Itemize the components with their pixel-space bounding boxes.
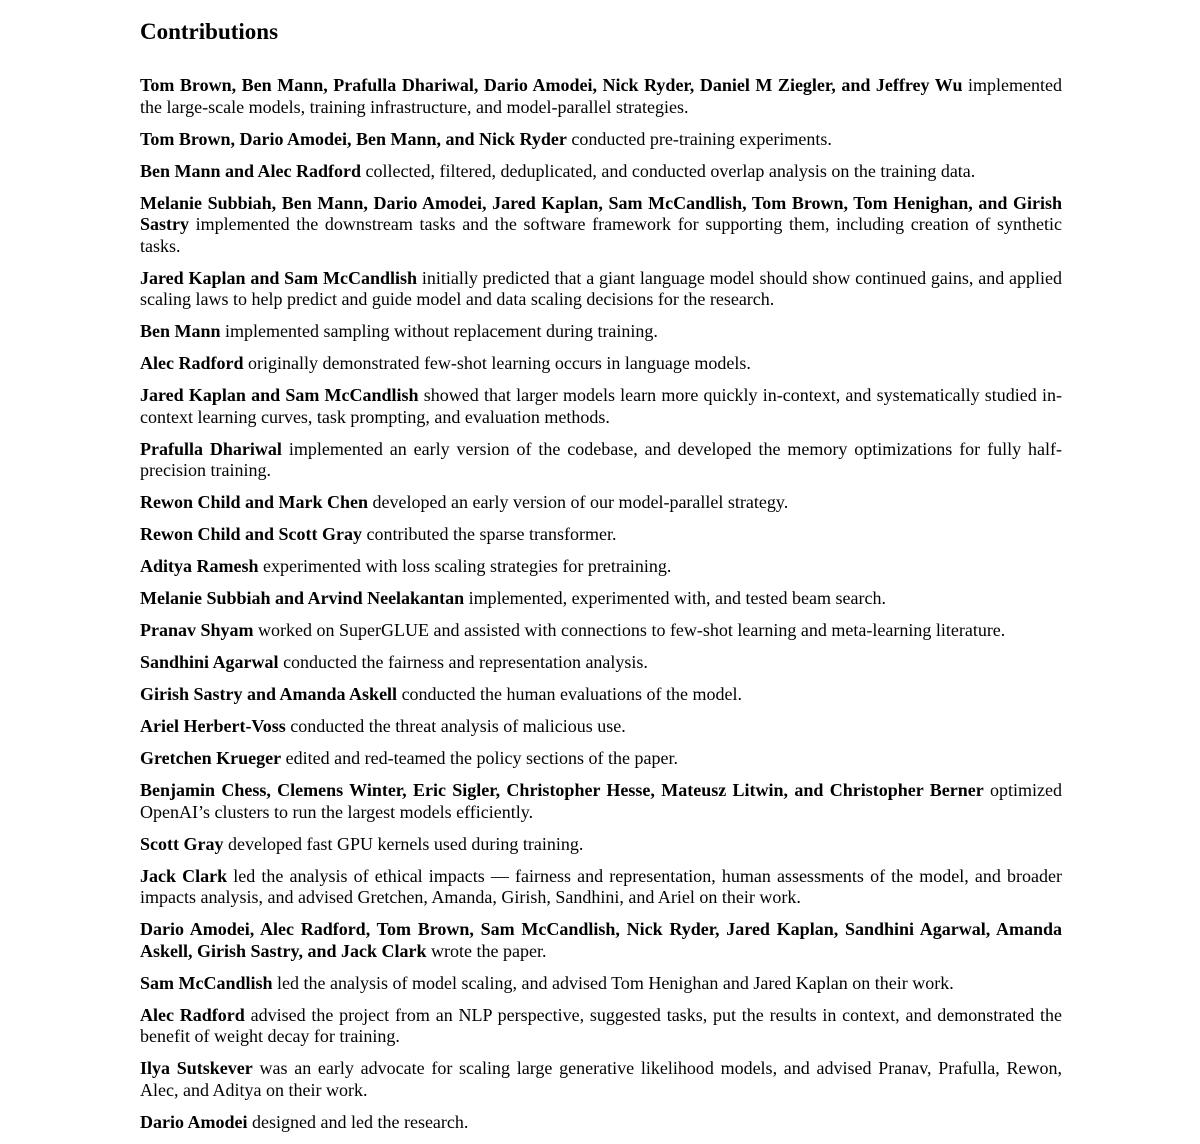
contribution-description: implemented sampling without replacement during training. [225,321,658,341]
contributor-names: Sam McCandlish [140,972,273,993]
contribution-entry [140,1112,1062,1134]
contribution-entry [140,684,1062,706]
contribution-entry [140,973,1062,995]
contributor-names: Jared Kaplan and Sam McCandlish [140,267,418,288]
contribution-entry [140,748,1062,770]
contributor-names: Prafulla Dhariwal [140,438,282,459]
contribution-entry [140,385,1062,428]
contribution-entry [140,439,1062,482]
contribution-description: conducted the fairness and representation analysis. [283,652,648,672]
contribution-entry [140,75,1062,118]
contribution-description: experimented with loss scaling strategies for pretraining. [263,556,672,576]
contribution-description: designed and led the research. [252,1111,469,1132]
contribution-description: conducted the threat analysis of malicious use. [290,716,626,736]
contribution-description: led the analysis of model scaling, and advised Tom Henighan and Jared Kaplan on their work. [277,972,954,993]
section-title: Contributions [140,19,279,44]
contributor-names: Rewon Child and Scott Gray [140,524,363,544]
contributor-names: Alec Radford [140,1004,245,1025]
contribution-description: contributed the sparse transformer. [366,524,617,544]
contribution-description: was an early advocate for scaling large generative likelihood models, and advised Pranav, Prafulla, Rewon, Alec, and Aditya on their work. [140,1058,1062,1100]
contributor-names: Aditya Ramesh [140,556,259,576]
contribution-entry [140,321,1062,343]
contributor-names: Ben Mann and Alec Radford [140,160,362,181]
contribution-description: implemented an early version of the codebase, and developed the memory optimizations for fully half-precision training. [140,438,1062,480]
contribution-entry [140,556,1062,578]
contribution-description: led the analysis of ethical impacts — fairness and representation, human assessments of the model, and broader impacts analysis, and advised Gretchen, Amanda, Girish, Sandhini, and Ariel on their work. [140,865,1062,907]
contributor-names: Benjamin Chess, Clemens Winter, Eric Sigler, Christopher Hesse, Mateusz Litwin, and Christopher Berner [140,780,984,800]
contribution-entry [140,161,1062,183]
contributor-names: Scott Gray [140,833,224,854]
contributor-names: Tom Brown, Dario Amodei, Ben Mann, and Nick Ryder [140,128,567,149]
contribution-description: implemented, experimented with, and tested beam search. [468,588,886,608]
contribution-entry [140,353,1062,375]
contribution-entry [140,268,1062,311]
contribution-entry [140,193,1062,258]
contribution-description: advised the project from an NLP perspective, suggested tasks, put the results in context, and demonstrated the benefit of weight decay for training. [140,1004,1063,1046]
contribution-description: edited and red-teamed the policy sections of the paper. [285,748,678,768]
contributor-names: Rewon Child and Mark Chen [140,492,369,512]
contributor-names: Pranav Shyam [140,620,254,640]
contribution-description: optimized OpenAI’s clusters to run the largest models efficiently. [140,780,1062,822]
contribution-description: originally demonstrated few-shot learning occurs in language models. [247,353,751,373]
contributor-names: Ariel Herbert-Voss [140,716,286,736]
contribution-description: initially predicted that a giant language model should show continued gains, and applied scaling laws to help predict and guide model and data scaling decisions for the research. [140,267,1063,309]
contribution-description: conducted pre-training experiments. [571,128,832,149]
contributor-names: Ben Mann [140,321,221,341]
contribution-entry [140,492,1062,514]
contribution-description: worked on SuperGLUE and assisted with connections to few-shot learning and meta-learning literature. [258,620,1006,640]
contribution-entry [140,780,1062,823]
contribution-description: wrote the paper. [431,940,547,961]
contribution-description: implemented the downstream tasks and the software framework for supporting them, including creation of synthetic tasks. [140,214,1062,256]
contribution-description: implemented the large-scale models, training infrastructure, and model-parallel strategies. [140,75,1062,117]
contribution-entry [140,716,1062,738]
contribution-description: conducted the human evaluations of the model. [401,684,742,704]
contributor-names: Jack Clark [140,865,228,886]
contribution-description: collected, filtered, deduplicated, and conducted overlap analysis on the training data. [365,160,976,181]
contribution-entry [140,919,1062,962]
contributor-names: Melanie Subbiah and Arvind Neelakantan [140,588,465,608]
contribution-entry [140,1005,1062,1048]
contribution-description: developed fast GPU kernels used during training. [227,833,584,854]
contribution-entry [140,620,1062,642]
contribution-entry [140,652,1062,674]
contributor-names: Alec Radford [140,353,244,373]
contributor-names: Jared Kaplan and Sam McCandlish [140,385,419,405]
contribution-entry [140,588,1062,610]
contributor-names: Sandhini Agarwal [140,652,279,672]
contribution-entry [140,129,1062,151]
contribution-list [140,75,1062,1133]
contribution-description: showed that larger models learn more quickly in-context, and systematically studied in-context learning curves, task prompting, and evaluation methods. [140,385,1062,427]
contribution-entry [140,834,1062,856]
contribution-description: developed an early version of our model-parallel strategy. [372,492,789,512]
contributor-names: Tom Brown, Ben Mann, Prafulla Dhariwal, Dario Amodei, Nick Ryder, Daniel M Ziegler, and Jeffrey Wu [140,75,963,95]
contributor-names: Girish Sastry and Amanda Askell [140,684,398,704]
contribution-entry [140,524,1062,546]
contributor-names: Dario Amodei [140,1111,248,1132]
contribution-entry [140,866,1062,909]
contributor-names: Melanie Subbiah, Ben Mann, Dario Amodei, Jared Kaplan, Sam McCandlish, Tom Brown, Tom Henighan, and Girish Sastry [140,192,1062,234]
contributor-names: Dario Amodei, Alec Radford, Tom Brown, Sam McCandlish, Nick Ryder, Jared Kaplan, Sandhini Agarwal, Amanda Askell, Girish Sastry, and Jack Clark [140,919,1062,961]
contribution-entry [140,1058,1062,1101]
contributions-section [140,18,1062,1144]
contributor-names: Gretchen Krueger [140,748,282,768]
contributor-names: Ilya Sutskever [140,1058,253,1078]
